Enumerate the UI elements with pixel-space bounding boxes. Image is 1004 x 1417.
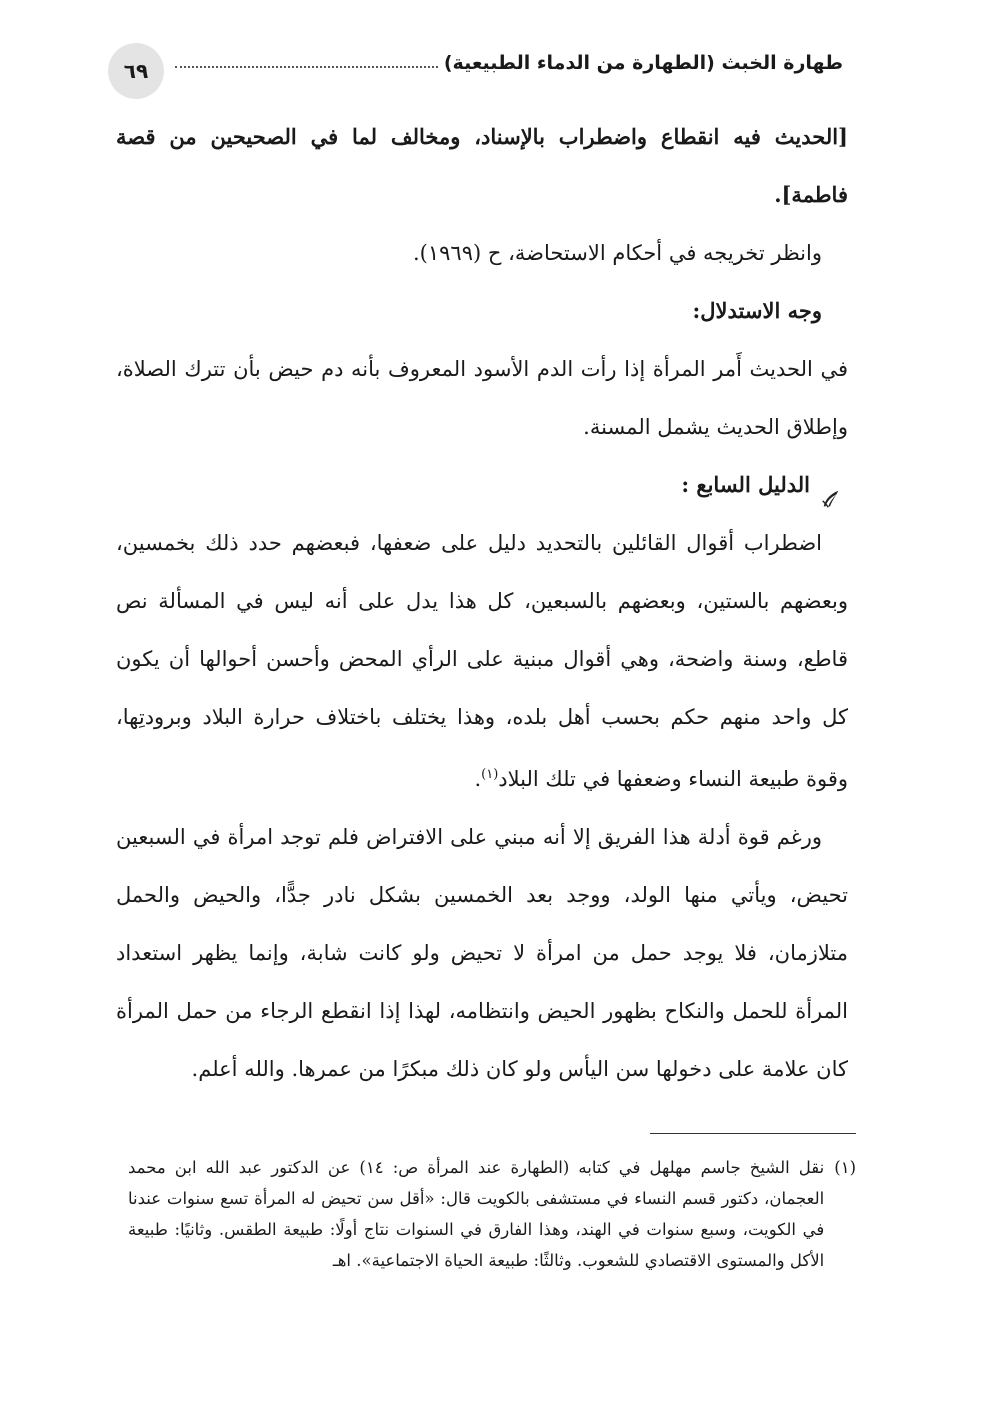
page-number (108, 43, 164, 99)
heading-seventh-evidence-text: الدليل السابع : (681, 472, 810, 497)
paragraph-conclusion: ورغم قوة أدلة هذا الفريق إلا أنه مبني على الافتراض فلم توجد امرأة في السبعين تحيض، ويأتي منها الولد، ووجد بعد الخمسين بشكل نادر جدًّا، والحيض والحمل متلازمان، فلا يوجد حمل من امرأة لا تحيض ولو كانت شابة، وإنما يظهر استعداد المرأة للحمل والنكاح بظهور الحيض وانتظامه، لهذا إذا انقطع الرجاء من حمل المرأة كان علامة على دخولها سن اليأس ولو كان ذلك مبكرًا من عمرها. والله أعلم. (116, 825, 848, 1081)
page-number-text: ٦٩ (123, 59, 149, 83)
paragraph-hadith-note: [الحديث فيه انقطاع واضطراب بالإسناد، ومخالف لما في الصحيحين من قصة فاطمة]. (116, 124, 848, 207)
footnote-separator (650, 1133, 856, 1134)
paragraph-disagreement (116, 514, 848, 808)
footnote (128, 1152, 856, 1276)
running-title: طهارة الخبث (الطهارة من الدماء الطبيعية) (443, 52, 843, 74)
heading-seventh-evidence (116, 456, 848, 514)
paragraph-disagreement-end: . (474, 767, 482, 791)
paragraph-disagreement-text: اضطراب أقوال القائلين بالتحديد دليل على ضعفها، فبعضهم حدد ذلك بخمسين، وبعضهم بالستين، وبعضهم بالسبعين، كل هذا يدل على أنه ليس في المسألة نص قاطع، وسنة واضحة، وهي أقوال مبنية على الرأي المحض وأحسن أحوالها أن يكون كل واحد منهم حكم بحسب أهل بلده، وهذا يختلف باختلاف حرارة البلاد وبرودتِها، وقوة طبيعة النساء وضعفها في تلك البلاد (116, 531, 848, 791)
footnote-text: نقل الشيخ جاسم مهلهل في كتابه (الطهارة عند المرأة ص: ١٤) عن الدكتور عبد الله ابن محمد العجمان، دكتور قسم النساء في مستشفى بالكويت قال: «أقل سن تحيض له المرأة تسع سنوات عندنا في الكويت، وسبع سنوات في الهند، وهذا الفارق في السنوات نتاج أولًا: طبيعة الطقس. وثانيًا: طبيعة الأكل والمستوى الاقتصادي للشعوب. وثالثًا: طبيعة الحياة الاجتماعية». اهـ (128, 1158, 825, 1270)
header-dotted-leader (175, 66, 438, 68)
running-header (175, 52, 843, 74)
paragraph-istidlal: في الحديث أَمر المرأة إذا رأت الدم الأسود المعروف بأنه دم حيض بأن تترك الصلاة، وإطلاق الحديث يشمل المسنة. (116, 357, 848, 439)
heading-wajh-istidlal: وجه الاستدلال: (692, 298, 822, 323)
main-text (116, 108, 848, 1098)
paragraph-takhrij: وانظر تخريجه في أحكام الاستحاضة، ح (١٩٦٩). (412, 241, 822, 265)
footnote-number: (١) (834, 1158, 856, 1177)
quill-bullet-icon (820, 474, 842, 496)
footnote-reference[interactable]: (١) (481, 767, 499, 782)
